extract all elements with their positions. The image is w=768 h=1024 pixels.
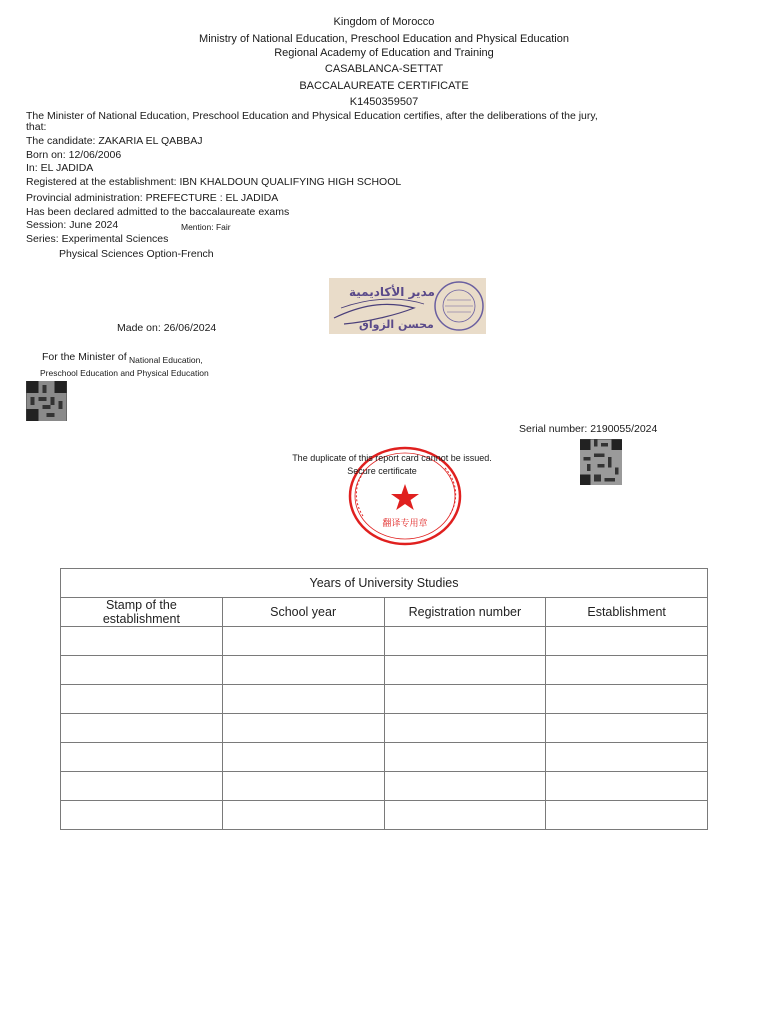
- for-minister-continued: National Education,: [129, 355, 203, 365]
- table-cell: [222, 627, 384, 656]
- serial-number: Serial number: 2190055/2024: [519, 423, 658, 435]
- academy-director-signature: [329, 278, 486, 334]
- university-studies-table: [60, 568, 708, 830]
- ministry-name: Ministry of National Education, Preschool Education and Physical Education: [199, 33, 569, 45]
- exam-series: Series: Experimental Sciences: [26, 233, 169, 245]
- table-cell: [546, 627, 708, 656]
- table-cell: [61, 743, 223, 772]
- for-minister-line2: Preschool Education and Physical Education: [40, 368, 209, 378]
- table-cell: [546, 772, 708, 801]
- table-cell: [384, 772, 546, 801]
- table-row: [61, 656, 708, 685]
- table-row: [61, 801, 708, 830]
- table-cell: [61, 714, 223, 743]
- table-cell: [61, 656, 223, 685]
- admission-status: Has been declared admitted to the baccalaureate exams: [26, 206, 290, 218]
- table-cell: [222, 685, 384, 714]
- table-cell: [61, 801, 223, 830]
- seal-text: 翻译专用章: [382, 519, 428, 529]
- table-row: [61, 627, 708, 656]
- table-cell: [61, 685, 223, 714]
- table-cell: [222, 743, 384, 772]
- table-cell: [546, 714, 708, 743]
- table-cell: [384, 801, 546, 830]
- establishment-name: Registered at the establishment: IBN KHALDOUN QUALIFYING HIGH SCHOOL: [26, 176, 402, 188]
- table-cell: [546, 685, 708, 714]
- column-header-registration-number: Registration number: [384, 598, 546, 627]
- table-cell: [222, 801, 384, 830]
- duplicate-note: The duplicate of this report card cannot be issued.: [292, 453, 492, 463]
- country-name: Kingdom of Morocco: [333, 16, 435, 28]
- secure-certificate-label: Secure certificate: [347, 466, 417, 476]
- certificate-code: K1450359507: [349, 96, 419, 108]
- table-row: [61, 772, 708, 801]
- certificate-title: BACCALAUREATE CERTIFICATE: [299, 80, 469, 92]
- candidate-name: The candidate: ZAKARIA EL QABBAJ: [26, 135, 203, 147]
- table-cell: [546, 743, 708, 772]
- intro-text: The Minister of National Education, Preschool Education and Physical Education certifies, after the deliberations of the jury, that:: [26, 110, 598, 133]
- column-header-school-year: School year: [222, 598, 384, 627]
- table-row: [61, 743, 708, 772]
- exam-session: Session: June 2024: [26, 219, 119, 231]
- table-cell: [384, 714, 546, 743]
- table-cell: [61, 627, 223, 656]
- mention-grade: Mention: Fair: [181, 222, 231, 232]
- table-header-row: [61, 598, 708, 627]
- signature-arabic-name: محسن الزواق: [359, 318, 434, 331]
- table-row: [61, 685, 708, 714]
- table-cell: [384, 743, 546, 772]
- signature-arabic-title: مدير الأكاديمية: [349, 285, 435, 299]
- column-header-stamp: Stamp of the establishment: [61, 598, 223, 627]
- table-cell: [222, 714, 384, 743]
- table-cell: [384, 656, 546, 685]
- birth-place: In: EL JADIDA: [26, 162, 94, 174]
- table-cell: [61, 772, 223, 801]
- table-cell: [384, 685, 546, 714]
- table-cell: [384, 627, 546, 656]
- table-cell: [222, 656, 384, 685]
- table-title: Years of University Studies: [61, 569, 708, 598]
- table-cell: [546, 801, 708, 830]
- issue-date: Made on: 26/06/2024: [117, 322, 217, 334]
- exam-option: Physical Sciences Option-French: [59, 248, 214, 260]
- table-row: [61, 714, 708, 743]
- table-cell: [546, 656, 708, 685]
- table-cell: [222, 772, 384, 801]
- column-header-establishment: Establishment: [546, 598, 708, 627]
- birth-date: Born on: 12/06/2006: [26, 149, 122, 161]
- provincial-admin: Provincial administration: PREFECTURE : EL JADIDA: [26, 192, 279, 204]
- region-name: CASABLANCA-SETTAT: [324, 63, 444, 75]
- verification-qr-code: [26, 381, 67, 421]
- academy-name: Regional Academy of Education and Training: [274, 47, 494, 59]
- for-minister-label: For the Minister of: [42, 351, 127, 363]
